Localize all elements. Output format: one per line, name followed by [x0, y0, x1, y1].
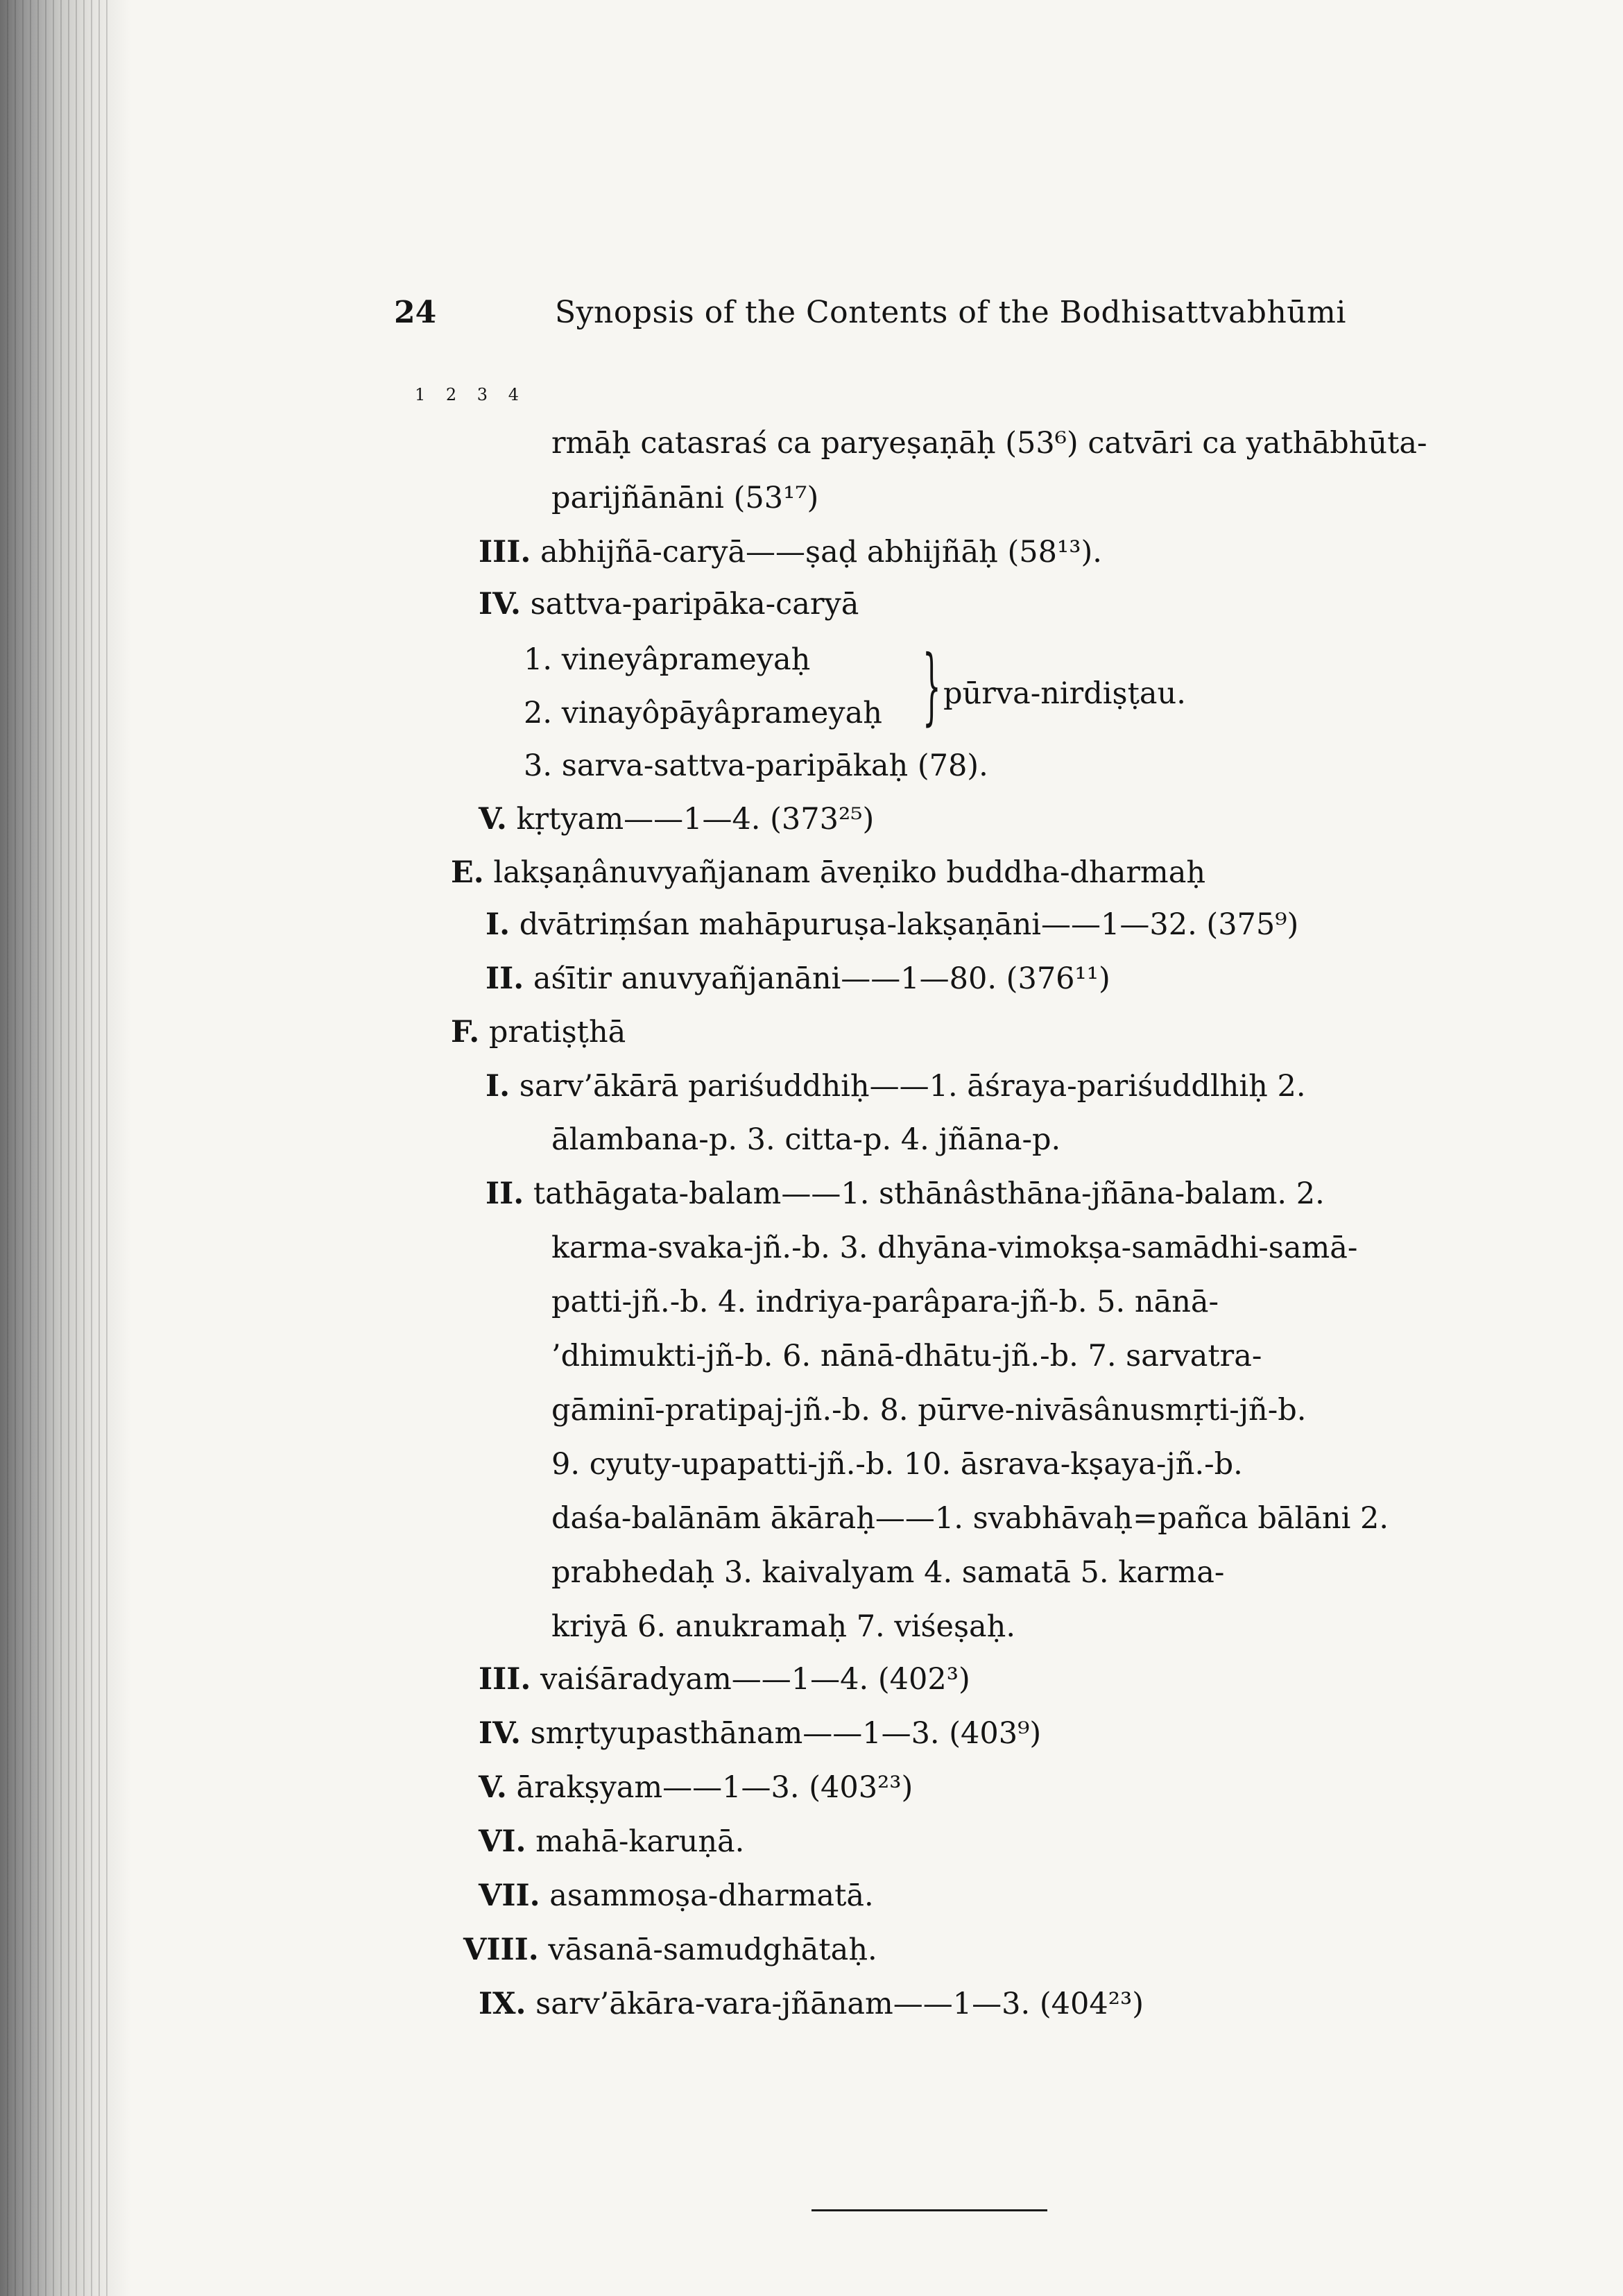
text-line: ’dhimukti-jñ-b. 6. nānā-dhātu-jñ.-b. 7. sarvatra-	[551, 1339, 1262, 1373]
entry-label: V.	[479, 1770, 507, 1805]
outline-entry	[486, 907, 1299, 942]
entry-label: V.	[479, 802, 507, 837]
entry-text: sarv’ākārā pariśuddhiḥ——1. āśraya-pariśuddlhiḥ 2.	[519, 1069, 1306, 1104]
entry-text: vāsanā-samudghātaḥ.	[548, 1933, 877, 1967]
outline-entry	[479, 1716, 1042, 1751]
section-label: E.	[451, 855, 484, 890]
outline-entry	[486, 1176, 1325, 1211]
text-line: prabhedaḥ 3. kaivalyam 4. samatā 5. karma-	[551, 1555, 1225, 1590]
section-heading	[451, 855, 1206, 890]
end-rule	[812, 2209, 1047, 2211]
entry-label: I.	[486, 1069, 510, 1104]
sub-entry: 3. sarva-sattva-paripākaḥ (78).	[524, 748, 988, 783]
entry-label: IX.	[479, 1987, 526, 2021]
entry-label: III.	[479, 1662, 531, 1697]
entry-text: ārakṣyam——1—3. (403²³)	[516, 1770, 913, 1805]
entry-text: kṛtyam——1—4. (373²⁵)	[516, 802, 875, 837]
entry-label: I.	[486, 907, 510, 942]
entry-text: smṛtyupasthānam——1—3. (403⁹)	[530, 1716, 1042, 1751]
text-line: gāminī-pratipaj-jñ.-b. 8. pūrve-nivāsânusmṛti-jñ-b.	[551, 1393, 1307, 1428]
brace-note: pūrva-nirdiṣṭau.	[943, 676, 1186, 711]
entry-label: IV.	[479, 587, 521, 622]
entry-text: sarv’ākāra-vara-jñānam——1—3. (404²³)	[535, 1987, 1144, 2021]
text-line: parijñānāni (53¹⁷)	[551, 481, 819, 515]
sub-entry: 1. vineyâprameyaḥ	[524, 642, 811, 677]
text-line: 9. cyuty-upapatti-jñ.-b. 10. āsrava-kṣaya-jñ.-b.	[551, 1447, 1243, 1482]
entry-text: asammoṣa-dharmatā.	[549, 1878, 874, 1913]
entry-text: abhijñā-caryā——ṣaḍ abhijñāḥ (58¹³).	[540, 535, 1102, 569]
section-text: lakṣaṇânuvyañjanam āveṇiko buddha-dharmaḥ	[493, 855, 1206, 890]
entry-text: mahā-karuṇā.	[535, 1824, 745, 1859]
outline-entry	[479, 535, 1102, 569]
outline-entry	[479, 1770, 913, 1805]
text-line: karma-svaka-jñ.-b. 3. dhyāna-vimokṣa-samādhi-samā-	[551, 1231, 1358, 1265]
section-heading	[451, 1015, 626, 1050]
curly-brace: }	[922, 638, 941, 735]
text-line: ālambana-p. 3. citta-p. 4. jñāna-p.	[551, 1122, 1061, 1157]
entry-text: sattva-paripāka-caryā	[530, 587, 859, 622]
entry-label: IV.	[479, 1716, 521, 1751]
entry-label: II.	[486, 1176, 524, 1211]
section-text: pratiṣṭhā	[488, 1015, 626, 1050]
entry-text: tathāgata-balam——1. sthānâsthāna-jñāna-balam. 2.	[533, 1176, 1325, 1211]
page-number: 24	[394, 295, 437, 330]
outline-entry	[479, 1878, 874, 1913]
entry-label: VIII.	[463, 1933, 539, 1967]
outline-entry	[479, 1824, 745, 1859]
text-line: kriyā 6. anukramaḥ 7. viśeṣaḥ.	[551, 1609, 1016, 1644]
outline-entry	[463, 1935, 877, 1965]
outline-entry	[479, 587, 859, 622]
entry-text: vaiśāradyam——1—4. (402³)	[540, 1662, 970, 1697]
text-line: patti-jñ.-b. 4. indriya-parâpara-jñ-b. 5. nānā-	[551, 1285, 1219, 1319]
entry-label: III.	[479, 535, 531, 569]
entry-text: aśītir anuvyañjanāni——1—80. (376¹¹)	[533, 961, 1110, 996]
section-label: F.	[451, 1015, 480, 1050]
outline-entry	[486, 961, 1110, 996]
running-head: Synopsis of the Contents of the Bodhisattvabhūmi	[555, 295, 1346, 330]
entry-label: VII.	[479, 1878, 540, 1913]
page-stack-lines	[7, 0, 111, 2296]
outline-entry	[479, 1989, 1144, 2019]
entry-label: VI.	[479, 1824, 526, 1859]
entry-text: dvātriṃśan mahāpuruṣa-lakṣaṇāni——1—32. (375⁹)	[519, 907, 1299, 942]
outline-entry	[479, 802, 875, 837]
outline-entry	[486, 1069, 1306, 1104]
text-line: daśa-balānām ākāraḥ——1. svabhāvaḥ=pañca bālāni 2.	[551, 1501, 1389, 1536]
sub-entry: 2. vinayôpāyâprameyaḥ	[524, 696, 882, 730]
entry-label: II.	[486, 961, 524, 996]
column-numbers: 1 2 3 4	[415, 385, 519, 404]
outline-entry	[479, 1662, 970, 1697]
text-line: rmāḥ catasraś ca paryeṣaṇāḥ (53⁶) catvāri ca yathābhūta-	[551, 426, 1427, 461]
